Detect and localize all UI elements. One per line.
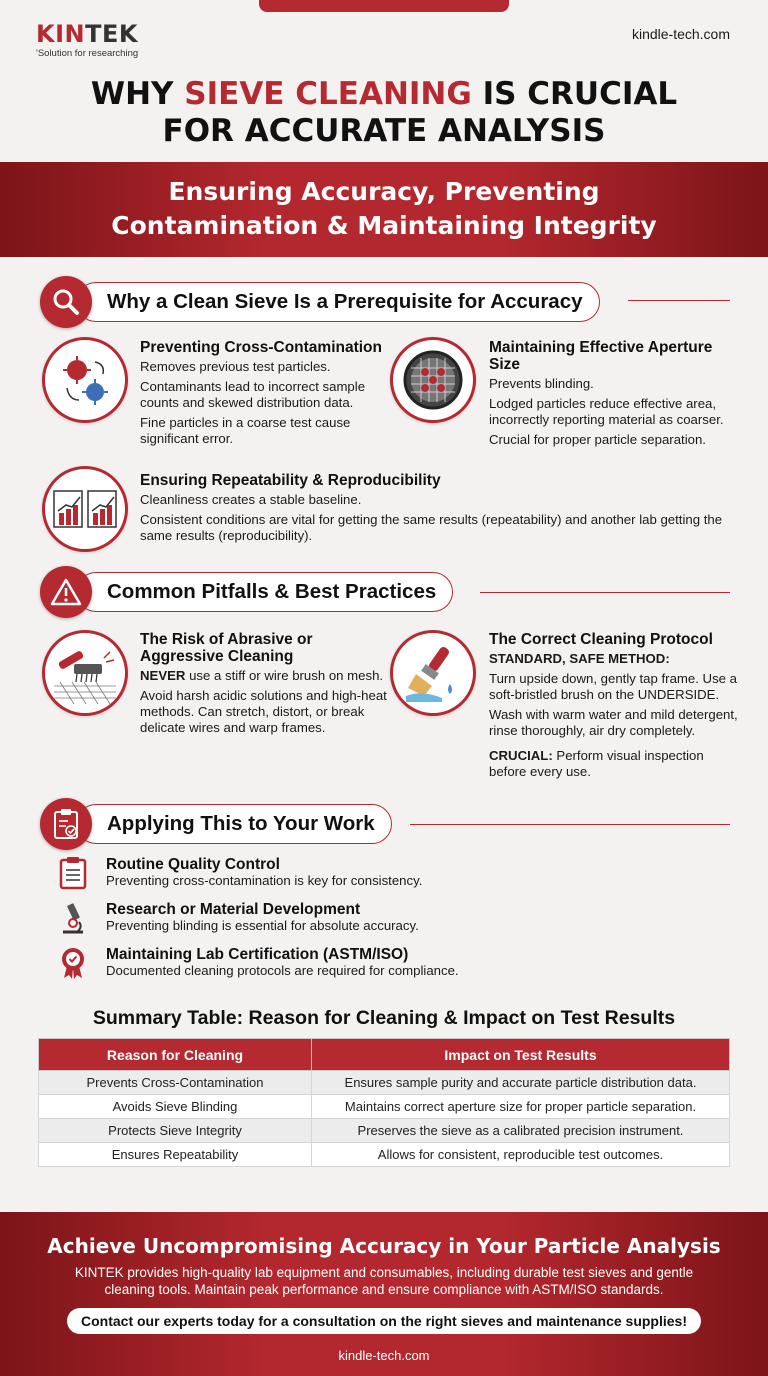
repeatability-block: Ensuring Repeatability & Reproducibility Cleanliness creates a stable baseline. Consistent conditions are vital for getting the same results (repeatability) and another lab getting the same results (reproducibility). [140,472,723,543]
brand-logo[interactable] [36,20,138,59]
divider [480,592,730,593]
table-cell: Ensures sample purity and accurate particle distribution data. [312,1071,730,1095]
logo-name: KINTEK [36,20,138,48]
summary-table-title: Summary Table: Reason for Cleaning & Impact on Test Results [92,1007,676,1029]
contact-cta-button[interactable]: Contact our experts today for a consultation on the right sieves and maintenance supplies! [67,1308,701,1334]
bar-chart-icon [42,466,128,552]
table-cell: Allows for consistent, reproducible test outcomes. [312,1143,730,1167]
table-cell: Preserves the sieve as a calibrated precision instrument. [312,1119,730,1143]
sieve-mesh-icon [390,337,476,423]
cleaning-protocol-block: The Correct Cleaning Protocol STANDARD, SAFE METHOD: Turn upside down, gently tap frame. Use a soft-bristled brush on the UNDERSIDE. Wash with warm water and mild detergent, rinse thoroughly, air dry completely. CRUCIAL: Perform visual inspection before every use. [489,631,738,779]
subtitle-banner: Ensuring Accuracy, Preventing Contamination & Maintaining Integrity [0,162,768,257]
site-url-bottom[interactable]: kindle-tech.com [338,1348,430,1363]
footer-body: KINTEK provides high-quality lab equipment and consumables, including durable test sieves and gentle cleaning tools. Maintain peak performance and ensure compliance with ASTM/ISO standards. [74,1265,694,1297]
table-cell: Avoids Sieve Blinding [39,1095,312,1119]
aperture-block: Maintaining Effective Aperture Size Prevents blinding. Lodged particles reduce effective area, incorrectly reporting material as coarser. Crucial for proper particle separation. [489,339,724,447]
section-heading-pitfalls: Common Pitfalls & Best Practices [40,566,453,618]
clipboard-check-icon [40,798,92,850]
table-cell: Protects Sieve Integrity [39,1119,312,1143]
table-row [39,1095,730,1119]
abrasive-cleaning-block: The Risk of Abrasive or Aggressive Cleaning NEVER use a stiff or wire brush on mesh. Avoid harsh acidic solutions and high-heat methods. Can stretch, distort, or break delicate wires and warp frames. [140,631,387,735]
divider [628,300,730,301]
table-header-row [39,1039,730,1071]
apply-item-certification: Maintaining Lab Certification (ASTM/ISO) Documented cleaning protocols are required for compliance. [56,946,459,982]
apply-item-quality-control: Routine Quality Control Preventing cross-contamination is key for consistency. [56,856,422,892]
soft-brush-icon [390,630,476,716]
site-url-top[interactable]: kindle-tech.com [631,26,730,42]
warning-icon [40,566,92,618]
divider [410,824,730,825]
virus-icon [42,337,128,423]
cross-contamination-block: Preventing Cross-Contamination Removes previous test particles. Contaminants lead to incorrect sample counts and skewed distribution data. Fine particles in a coarse test cause significant error. [140,339,382,446]
page-title: WHY SIEVE CLEANING IS CRUCIAL FOR ACCURATE ANALYSIS [90,76,678,149]
magnifier-icon [40,276,92,328]
clipboard-icon [56,856,90,892]
top-tab-decoration [259,0,509,12]
logo-tagline: 'Solution for researching [36,48,139,59]
table-row [39,1119,730,1143]
table-cell: Prevents Cross-Contamination [39,1071,312,1095]
section-heading-applying: Applying This to Your Work [40,798,392,850]
table-cell: Maintains correct aperture size for proper particle separation. [312,1095,730,1119]
section-heading-accuracy: Why a Clean Sieve Is a Prerequisite for Accuracy [40,276,600,328]
footer-banner [0,1212,768,1376]
footer-heading: Achieve Uncompromising Accuracy in Your Particle Analysis [47,1234,721,1258]
apply-item-research: Research or Material Development Preventing blinding is essential for absolute accuracy. [56,901,419,937]
microscope-icon [56,901,90,937]
summary-table [38,1038,730,1167]
table-row [39,1071,730,1095]
table-header: Impact on Test Results [312,1039,730,1071]
table-header: Reason for Cleaning [39,1039,312,1071]
table-cell: Ensures Repeatability [39,1143,312,1167]
table-row [39,1143,730,1167]
wire-brush-icon [42,630,128,716]
certificate-icon [56,946,90,982]
